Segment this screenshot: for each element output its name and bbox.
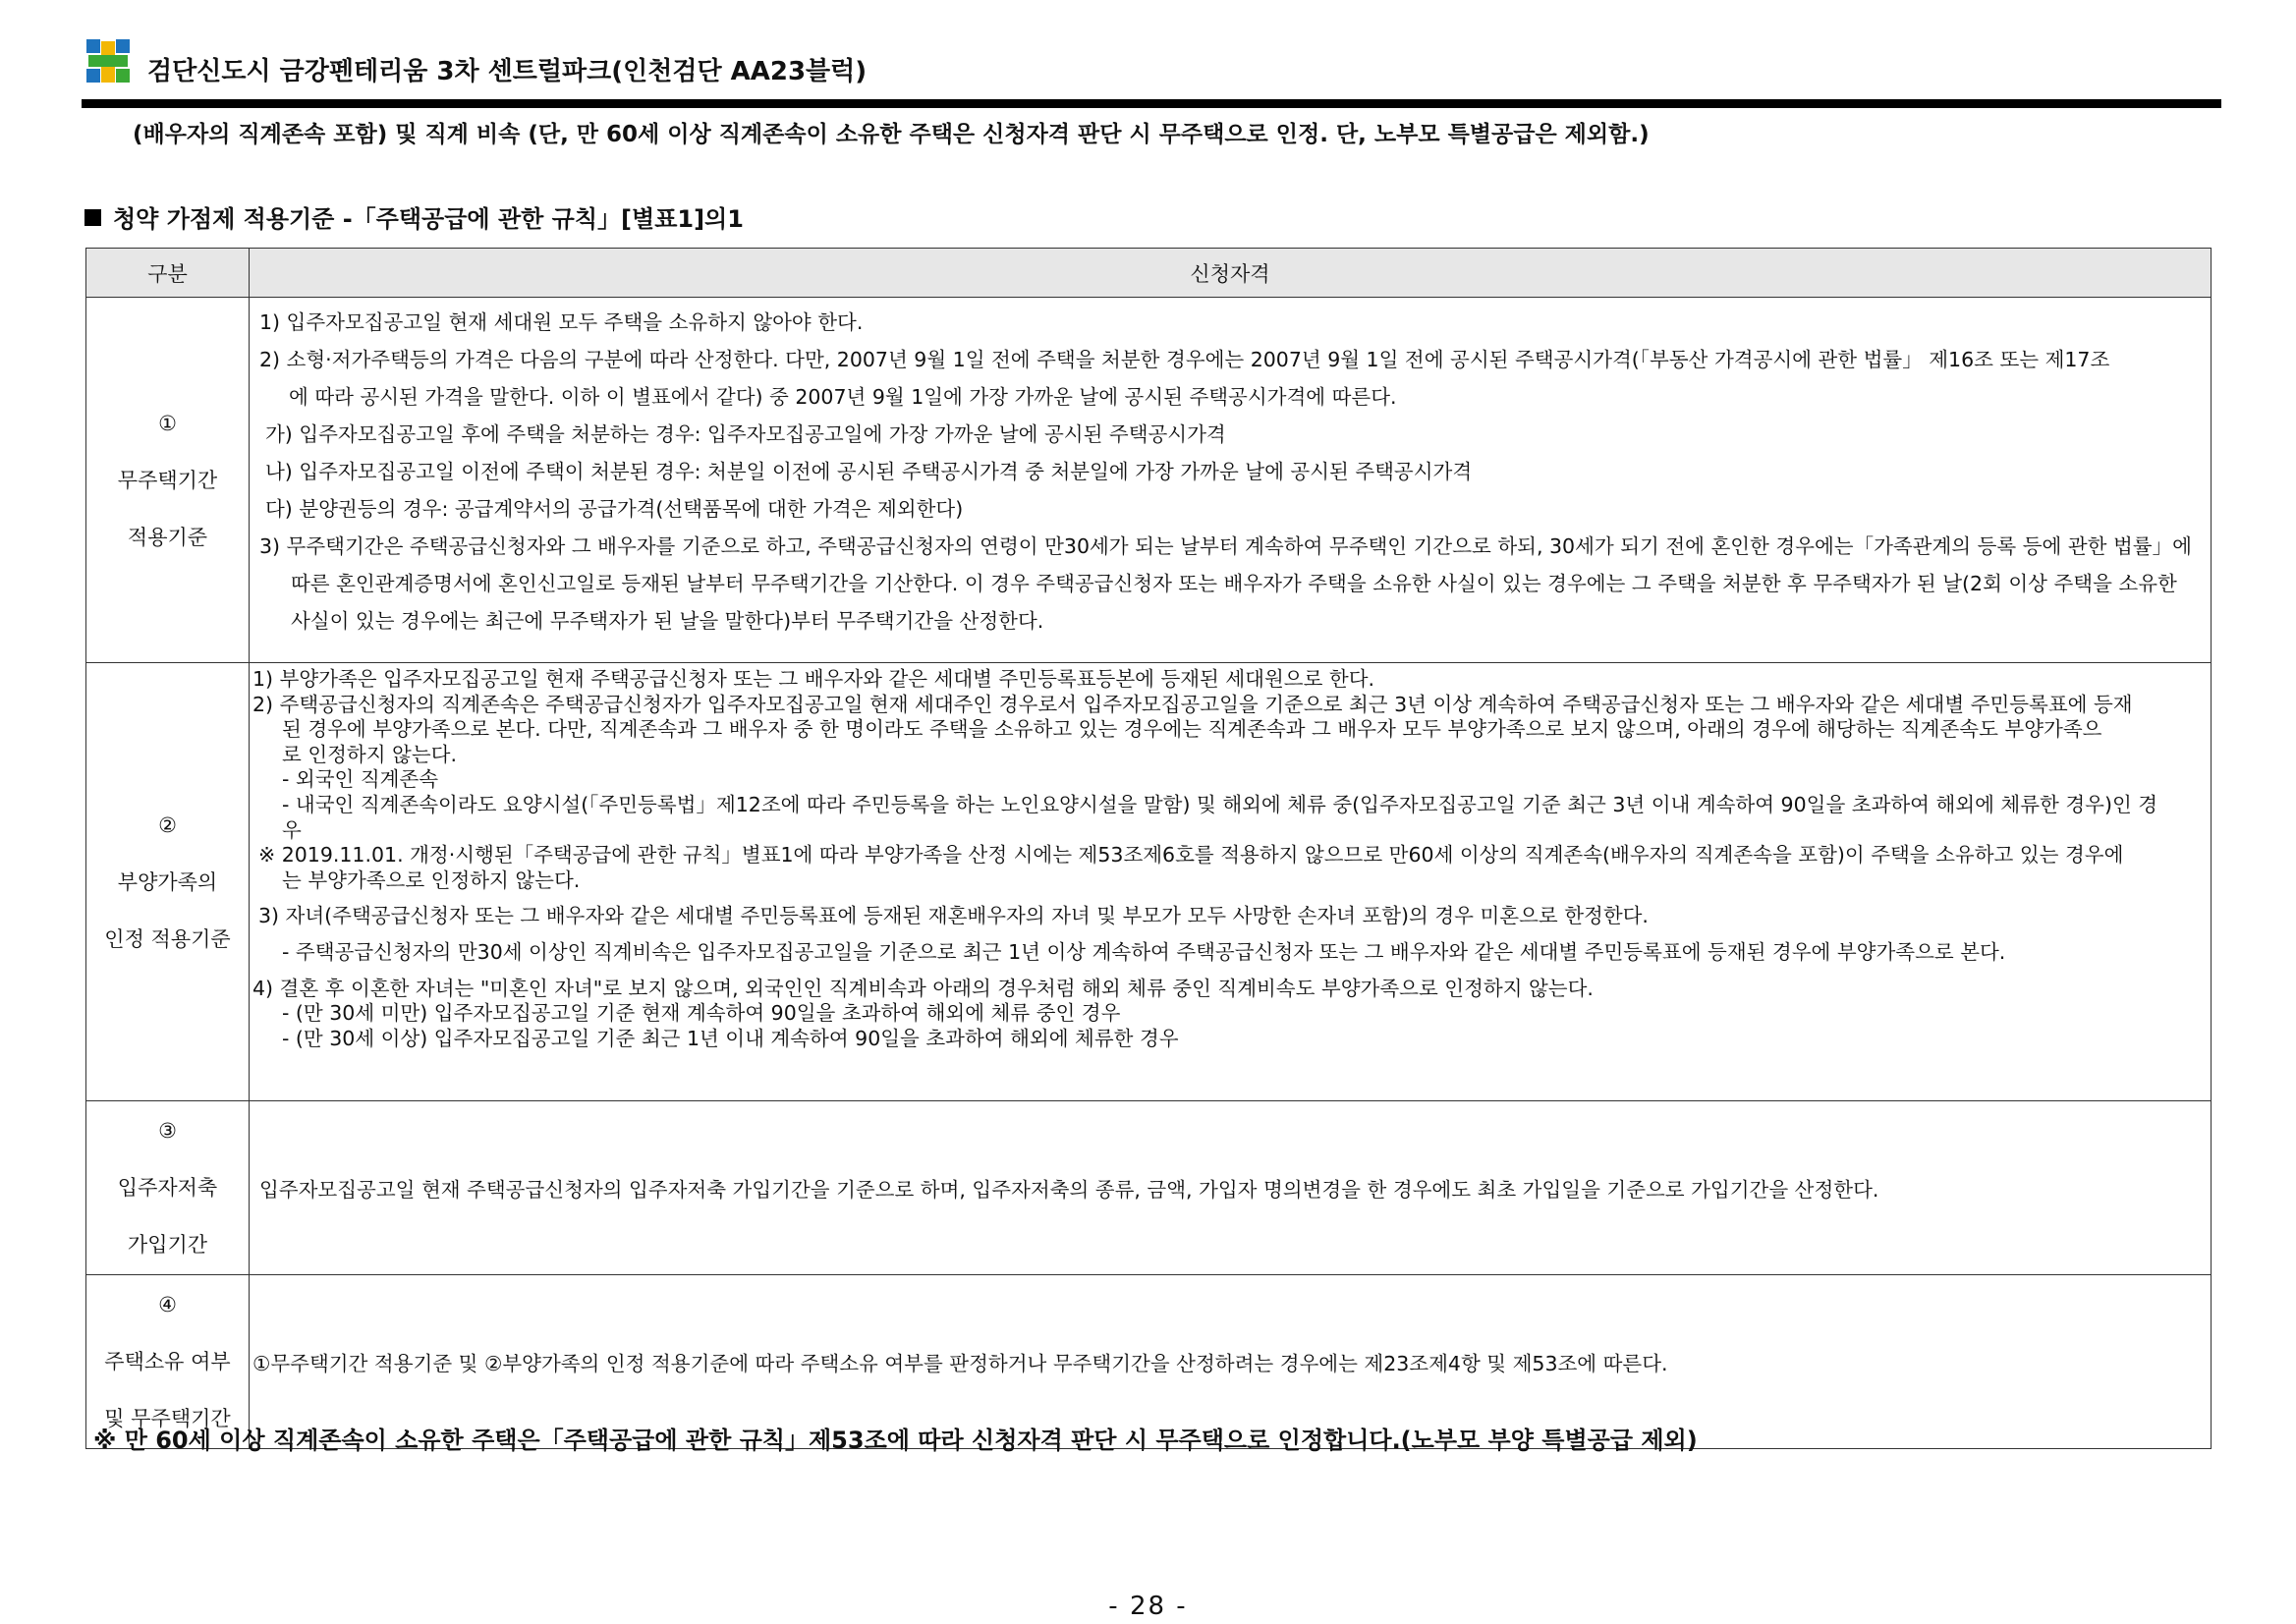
- content-line: 된 경우에 부양가족으로 본다. 다만, 직계존속과 그 배우자 중 한 명이라도 주택을 소유하고 있는 경우에는 직계존속과 그 배우자 모두 부양가족으로 보지 않으며, 아래의 경우에 해당하는 직계존속도 부양가족으: [282, 717, 2102, 742]
- category-line: 가입기간: [127, 1233, 208, 1257]
- table-row: [86, 1101, 2212, 1275]
- content-line: 가) 입주자모집공고일 후에 주택을 처분하는 경우: 입주자모집공고일에 가장 가까운 날에 공시된 주택공시가격: [265, 422, 1226, 446]
- content-line: ※ 2019.11.01. 개정·시행된「주택공급에 관한 규칙」별표1에 따라 부양가족을 산정 시에는 제53조제6호를 적용하지 않으므로 만60세 이상의 직계존속(배우자의 직계존속을 포함)이 주택을 소유하고 있는 경우에: [258, 843, 2124, 868]
- content-line: 1) 부양가족은 입주자모집공고일 현재 주택공급신청자 또는 그 배우자와 같은 세대별 주민등록표등본에 등재된 세대원으로 한다.: [252, 667, 1375, 691]
- content-line: - (만 30세 미만) 입주자모집공고일 기준 현재 계속하여 90일을 초과하여 해외에 체류 중인 경우: [282, 1001, 1121, 1026]
- category-line: 및 무주택기간: [104, 1407, 231, 1430]
- content-line: 로 인정하지 않는다.: [282, 742, 457, 766]
- intro-text: (배우자의 직계존속 포함) 및 직계 비속 (단, 만 60세 이상 직계존속이 소유한 주택은 신청자격 판단 시 무주택으로 인정. 단, 노부모 특별공급은 제외함.): [133, 122, 1650, 147]
- content-line: 입주자모집공고일 현재 주택공급신청자의 입주자저축 가입기간을 기준으로 하며, 입주자저축의 종류, 금액, 가입자 명의변경을 한 경우에도 최초 가입일을 기준으로 가입기간을 산정한다.: [259, 1178, 1879, 1202]
- table-row: [86, 298, 2212, 663]
- header-eligibility: 신청자격: [250, 249, 2212, 298]
- content-line: 는 부양가족으로 인정하지 않는다.: [282, 868, 581, 892]
- category-line: 부양가족의: [117, 869, 218, 894]
- content-line: 우: [282, 817, 302, 842]
- table-header-row: [86, 249, 2212, 298]
- content-line: - 내국인 직계존속이라도 요양시설(「주민등록법」제12조에 따라 주민등록을 하는 노인요양시설을 말함) 및 해외에 체류 중(입주자모집공고일 기준 최근 3년 이내 계속하여 90일을 초과하여 해외에 체류한 경우)인 경: [282, 792, 2158, 816]
- content-line: - 외국인 직계존속: [282, 767, 439, 792]
- category-number: ③: [158, 1119, 177, 1143]
- category-line: 무주택기간: [117, 468, 218, 492]
- row-content: [250, 663, 2212, 1101]
- row-content: [250, 1101, 2212, 1275]
- category-number: ④: [158, 1293, 177, 1316]
- category-line: 주택소유 여부: [104, 1350, 231, 1373]
- header-category: 구분: [86, 249, 250, 298]
- content-line: 3) 자녀(주택공급신청자 또는 그 배우자와 같은 세대별 주민등록표에 등재된 재혼배우자의 자녀 및 부모가 모두 사망한 손자녀 포함)의 경우 미혼으로 한정한다.: [258, 904, 1649, 928]
- category-line: 입주자저축: [117, 1176, 218, 1200]
- company-logo-icon: [86, 39, 130, 83]
- header-divider: [82, 99, 2221, 108]
- criteria-table: [85, 248, 2212, 1449]
- content-line: 사실이 있는 경우에는 최근에 무주택자가 된 날을 말한다)부터 무주택기간을 산정한다.: [291, 609, 1044, 633]
- content-line: - 주택공급신청자의 만30세 이상인 직계비속은 입주자모집공고일을 기준으로 최근 1년 이상 계속하여 주택공급신청자 또는 그 배우자와 같은 세대별 주민등록표에 등재된 경우에 부양가족으로 본다.: [282, 939, 2006, 964]
- category-number: ①: [158, 411, 177, 435]
- content-line: 2) 소형·저가주택등의 가격은 다음의 구분에 따라 산정한다. 다만, 2007년 9월 1일 전에 주택을 처분한 경우에는 2007년 9월 1일 전에 공시된 주택공시가격(「부동산 가격공시에 관한 법률」 제16조 또는 제17조: [259, 348, 2110, 371]
- section-heading: [84, 199, 744, 234]
- content-line: ①무주택기간 적용기준 및 ②부양가족의 인정 적용기준에 따라 주택소유 여부를 판정하거나 무주택기간을 산정하려는 경우에는 제23조제4항 및 제53조에 따른다.: [252, 1352, 1668, 1375]
- content-line: 따른 혼인관계증명서에 혼인신고일로 등재된 날부터 무주택기간을 기산한다. 이 경우 주택공급신청자 또는 배우자가 주택을 소유한 사실이 있는 경우에는 그 주택을 처분한 후 무주택자가 된 날(2회 이상 주택을 소유한: [291, 572, 2177, 595]
- page-number: - 28 -: [1108, 1592, 1188, 1621]
- content-line: 다) 분양권등의 경우: 공급계약서의 공급가격(선택품목에 대한 가격은 제외한다): [265, 497, 964, 521]
- content-line: 4) 결혼 후 이혼한 자녀는 "미혼인 자녀"로 보지 않으며, 외국인인 직계비속과 아래의 경우처럼 해외 체류 중인 직계비속도 부양가족으로 인정하지 않는다.: [252, 976, 1594, 1000]
- row-category: [86, 298, 250, 663]
- content-line: 에 따라 공시된 가격을 말한다. 이하 이 별표에서 같다) 중 2007년 9월 1일에 가장 가까운 날에 공시된 주택공시가격에 따른다.: [289, 385, 1397, 409]
- category-number: ②: [158, 812, 177, 837]
- content-line: 1) 입주자모집공고일 현재 세대원 모두 주택을 소유하지 않아야 한다.: [259, 310, 864, 334]
- row-category: [86, 663, 250, 1101]
- content-line: 3) 무주택기간은 주택공급신청자와 그 배우자를 기준으로 하고, 주택공급신청자의 연령이 만30세가 되는 날부터 계속하여 무주택인 기간으로 하되, 30세가 되기 전에 혼인한 경우에는「가족관계의 등록 등에 관한 법률」에: [259, 534, 2192, 558]
- section-heading-text: 청약 가점제 적용기준 -「주택공급에 관한 규칙」[별표1]의1: [113, 205, 744, 233]
- content-line: - (만 30세 이상) 입주자모집공고일 기준 최근 1년 이내 계속하여 90일을 초과하여 해외에 체류한 경우: [282, 1026, 1179, 1050]
- row-content: [250, 298, 2212, 663]
- category-line: 적용기준: [127, 525, 208, 549]
- table-row: [86, 663, 2212, 1101]
- document-title: 검단신도시 금강펜테리움 3차 센트럴파크(인천검단 AA23블럭): [147, 57, 868, 86]
- footnote: ※ 만 60세 이상 직계존속이 소유한 주택은「주택공급에 관한 규칙」제53조에 따라 신청자격 판단 시 무주택으로 인정합니다.(노부모 부양 특별공급 제외): [93, 1427, 1698, 1454]
- category-line: 인정 적용기준: [104, 926, 231, 951]
- content-line: 2) 주택공급신청자의 직계존속은 주택공급신청자가 입주자모집공고일 현재 세대주인 경우로서 입주자모집공고일을 기준으로 최근 3년 이상 계속하여 주택공급신청자 또는 그 배우자와 같은 세대별 주민등록표에 등재: [252, 692, 2133, 716]
- content-line: 나) 입주자모집공고일 이전에 주택이 처분된 경우: 처분일 이전에 공시된 주택공시가격 중 처분일에 가장 가까운 날에 공시된 주택공시가격: [265, 460, 1473, 483]
- bullet-square-icon: [84, 209, 101, 226]
- row-category: [86, 1101, 250, 1275]
